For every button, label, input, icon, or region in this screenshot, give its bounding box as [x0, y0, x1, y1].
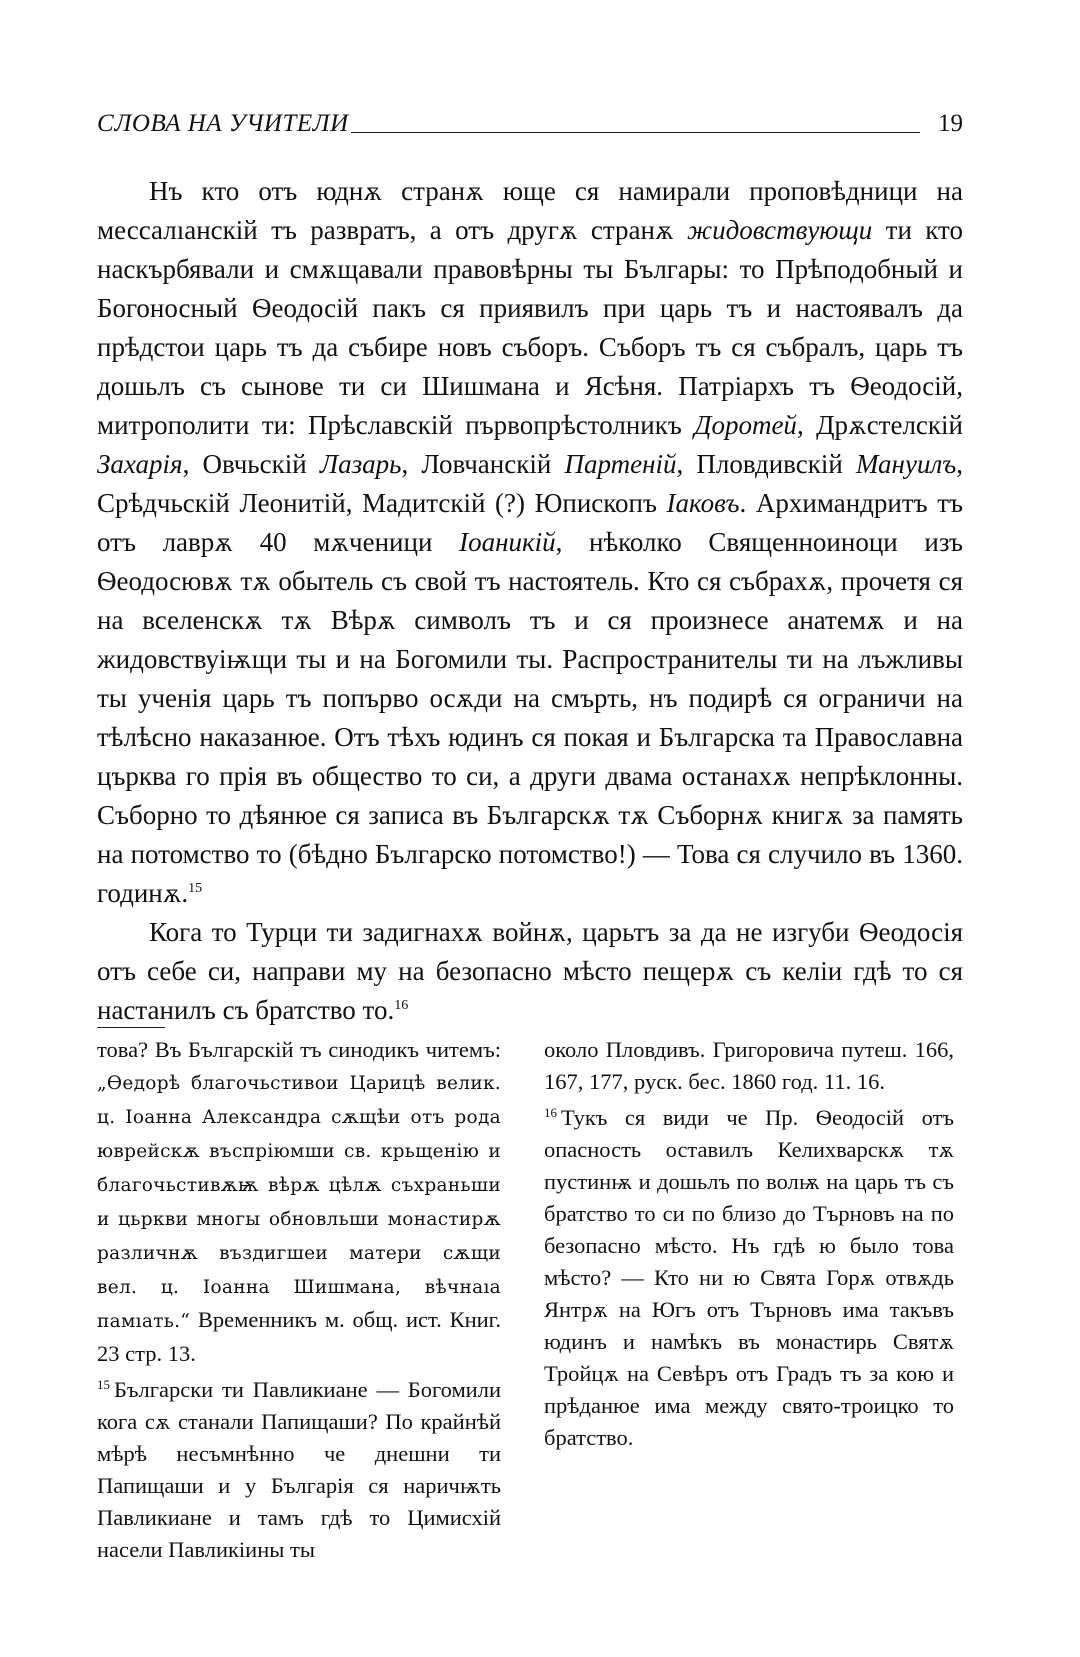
footnote-15-continuation: около Пловдивъ. Григоровича путеш. 166, 167, 177, руск. бес. 1860 год. 11. 16. [544, 1037, 954, 1094]
footnote-continuation: това? Въ Българскій тъ синодикъ читемъ: „Ѳедорѣ благочьстивои Царицѣ велик. ц. Іоанна Александра сѫщѣи отъ рода юврейскѫ въспріюмши св. крьщенію и благочьстивѫѭ вѣрѫ цѣлѫ съхраньши и цьркви многы обновльши монастирѫ различнѫ въздигшеи матери сѫщи вел. ц. Іоанна Шишмана, вѣчнаıа памıать.“ Временникъ м. общ. ист. Книг. 23 стр. 13. [97, 1037, 501, 1366]
running-header [97, 102, 963, 136]
paragraph-1: Нъ кто отъ юднѫ странѫ юще ся намирали проповѣдници на мессалıанскій тъ развратъ, а отъ другѫ странѫ жидовствующи ти кто наскърбявали и смѫщавали правовѣрны ты Българы: то Прѣподобный и Богоносный Ѳеодосій пакъ ся приявилъ при царь тъ и настоявалъ да прѣдстои царь тъ да събире новъ съборъ. Съборъ тъ ся събралъ, царь тъ дошьлъ съ сынове ти си Шишмана и Ясѣня. Патріархъ тъ Ѳеодосій, митрополити ти: Прѣславскій първопрѣстолникъ Доротей, Дрѫстелскій Захарія, Овчьскій Лазарь, Ловчанскій Партеній, Пловдивскій Мануилъ, Срѣдчьскій Леонитій, Мадитскій (?) Юпископъ Іаковъ. Архимандритъ тъ отъ лаврѫ 40 мѫченици Іоаникій, нѣколко Священноиноци изъ Ѳеодосювѫ тѫ обытель съ свой тъ настоятель. Кто ся събрахѫ, прочетя ся на вселенскѫ тѫ Вѣрѫ символъ тъ и ся произнесе анатемѫ и на жидовствуiѭщи ты и на Богомили ты. Распространителы ти на лъжливы ты ученія царь тъ попърво осѫди на смърть, нъ подирѣ ся ограничи на тѣлѣсно наказанюе. Отъ тѣхъ юдинъ ся покая и Българска та Православна църква го прія въ общество то си, а други двама останахѫ непрѣклонны. Съборно то дѣянюе ся записа въ Българскѫ тѫ Съборнѫ книгѫ за память на потомство то (бѣдно Българско потомство!) — Това ся случило въ 1360. годинѫ.$^{15}$ [97, 176, 964, 908]
church-slavonic-quote: „Ѳедорѣ благочьстивои Царицѣ велик. ц. Іоанна Александра сѫщѣи отъ рода юврейскѫ въспріюмши св. крьщенію и благочьстивѫѭ вѣрѫ цѣлѫ съхраньши и цьркви многы обновльши монастирѫ различнѫ въздигшеи матери сѫщи вел. ц. Іоанна Шишмана, вѣчнаıа памıать.“ [97, 1073, 501, 1332]
footnote-ref-15[interactable]: 15 [188, 881, 203, 896]
page-number: 19 [938, 110, 963, 137]
header-rule [351, 132, 920, 133]
footnote-15: $^{15}$ Български ти Павликиане — Богомили кога сѫ станали Папищаши? По крайнѣй мѣрѣ несъмнѣнно че днешни ти Папищаши и у Българія ся наричѭть Павликиане и тамъ гдѣ то Цимисхій насели Павликіины ты [97, 1376, 501, 1562]
footnote-ref-16[interactable]: 16 [394, 998, 409, 1013]
paragraph-2: Кога то Турци ти задигнахѫ войнѫ, царьтъ за да не изгуби Ѳеодосія отъ себе си, направи му на безопасно мѣсто пещерѫ съ келіи гдѣ то ся настанилъ съ братство то.$^{16}$ [97, 917, 963, 1025]
footnote-number: 15 [97, 1376, 110, 1392]
footnote-separator [97, 1027, 165, 1028]
footnotes-left-column [97, 1034, 501, 1566]
footnote-16: $^{16}$ Тукъ ся види че Пр. Ѳеодосій отъ опасность оставилъ Келихварскѫ тѫ пустинѭ и дошьлъ по волѭ на царь тъ съ братство то си по близо до Търновъ на по безопасно мѣсто. Нъ гдѣ ю было това мѣсто? — Кто ни ю Свята Горѫ отвѫдь Янтрѫ на Югъ отъ Търновъ има такъвъ юдинъ и намѣкъ въ монастирь Святѫ Тройцѫ на Севѣръ отъ Градъ тъ за кою и прѣданюе има между свято-троицко то братство. [544, 1104, 954, 1450]
main-text [97, 172, 963, 1030]
footnotes-right-column [544, 1034, 954, 1454]
running-title: СЛОВА НА УЧИТЕЛИ [97, 110, 349, 137]
footnote-number: 16 [544, 1104, 557, 1120]
